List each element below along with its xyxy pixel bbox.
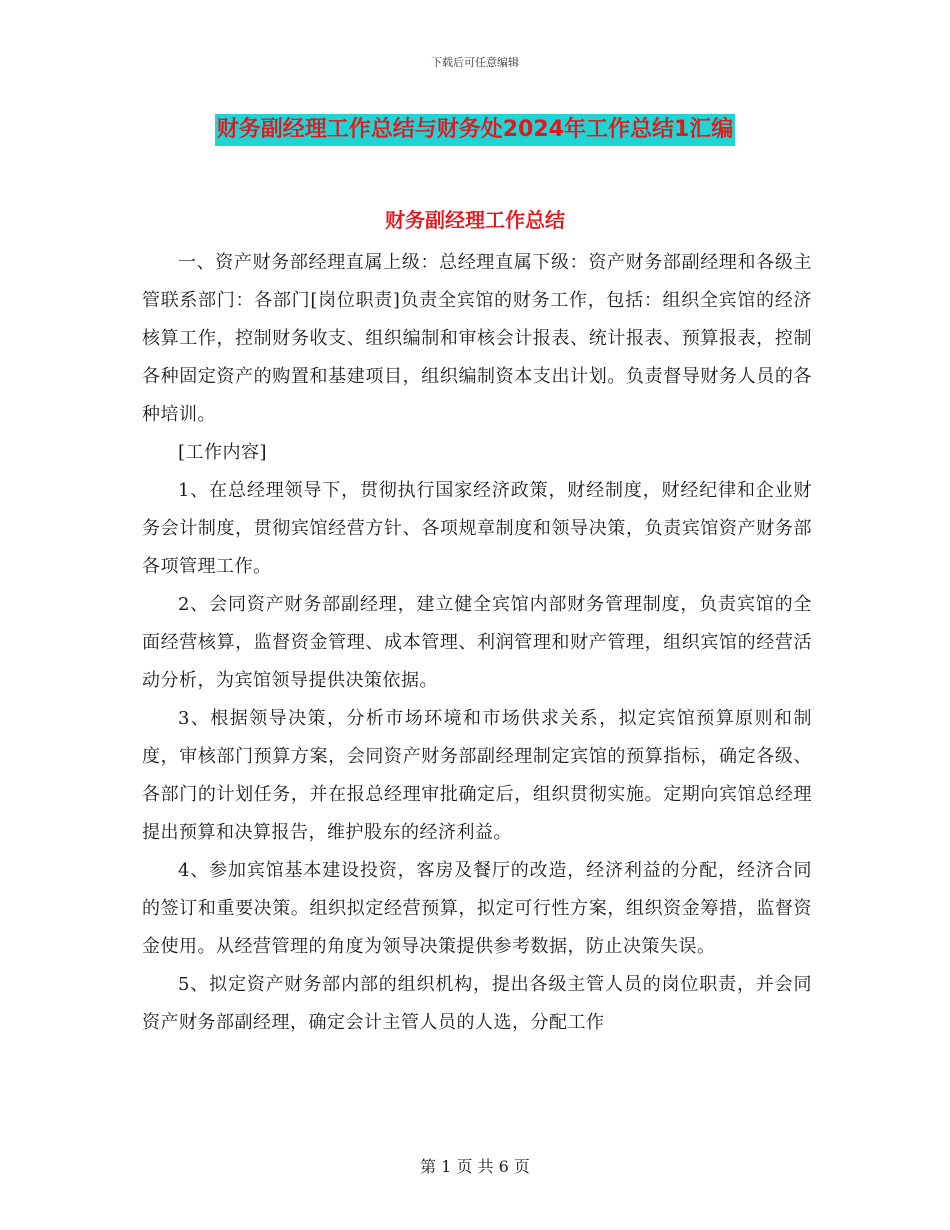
paragraph: 一、资产财务部经理直属上级：总经理直属下级：资产财务部副经理和各级主管联系部门：各部门[岗位职责]负责全宾馆的财务工作，包括：组织全宾馆的经济核算工作，控制财务收支、组织编制和审核会计报表、统计报表、预算报表，控制各种固定资产的购置和基建项目，组织编制资本支出计划。负责督导财务人员的各种培训。 — [142, 252, 812, 425]
paragraph: 4、参加宾馆基本建设投资，客房及餐厅的改造，经济利益的分配，经济合同的签订和重要决策。组织拟定经营预算，拟定可行性方案，组织资金筹措，监督资金使用。从经营管理的角度为领导决策提供参考数据，防止决策失误。 — [142, 860, 812, 957]
paragraph: 3、根据领导决策，分析市场环境和市场供求关系，拟定宾馆预算原则和制度，审核部门预算方案，会同资产财务部副经理制定宾馆的预算指标，确定各级、各部门的计划任务，并在报总经理审批确定后，组织贯彻实施。定期向宾馆总经理提出预算和决算报告，维护股东的经济利益。 — [142, 708, 812, 843]
section-title: 财务副经理工作总结 — [385, 208, 565, 232]
paragraph: 2、会同资产财务部副经理，建立健全宾馆内部财务管理制度，负责宾馆的全面经营核算，监督资金管理、成本管理、利润管理和财产管理，组织宾馆的经营活动分析，为宾馆领导提供决策依据。 — [142, 594, 812, 691]
document-title: 财务副经理工作总结与财务处2024年工作总结1汇编 — [215, 114, 736, 146]
body-text — [142, 244, 812, 1042]
paragraph: 5、拟定资产财务部内部的组织机构，提出各级主管人员的岗位职责，并会同资产财务部副经理，确定会计主管人员的人选，分配工作 — [142, 974, 812, 1033]
page-number: 第 1 页 共 6 页 — [420, 1157, 530, 1176]
paragraph: [工作内容] — [178, 442, 268, 463]
paragraph: 1、在总经理领导下，贯彻执行国家经济政策，财经制度，财经纪律和企业财务会计制度，贯彻宾馆经营方针、各项规章制度和领导决策，负责宾馆资产财务部各项管理工作。 — [142, 480, 812, 577]
document-title-row — [0, 114, 950, 146]
header-note: 下载后可任意编辑 — [431, 56, 519, 69]
